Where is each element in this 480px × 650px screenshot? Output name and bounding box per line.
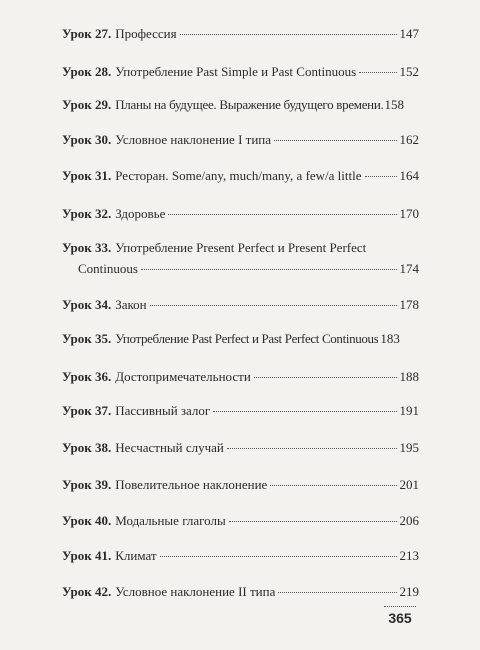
lesson-number: Урок 35. (62, 331, 112, 346)
lesson-number: Урок 30. (62, 132, 112, 147)
page-ref: 219 (399, 584, 419, 599)
toc-entry-31[interactable] (62, 168, 419, 184)
lesson-number: Урок 38. (62, 440, 112, 455)
page-ref: 147 (399, 26, 419, 41)
page-ref: 164 (399, 168, 419, 183)
toc-entry-33[interactable] (62, 240, 419, 277)
dot-leader (270, 485, 396, 486)
page-ref: 195 (399, 440, 419, 455)
lesson-title: Модальные глаголы (115, 513, 226, 528)
toc-entry-39[interactable] (62, 477, 419, 493)
page-number: 365 (388, 610, 412, 626)
page-ref: 206 (399, 513, 419, 528)
lesson-number: Урок 32. (62, 206, 112, 221)
dot-leader (141, 269, 397, 270)
toc-entry-35[interactable] (62, 331, 419, 347)
dot-leader (278, 592, 396, 593)
page-ref: 178 (399, 297, 419, 312)
page-ref: 188 (399, 369, 419, 384)
toc-entry-28[interactable] (62, 64, 419, 80)
dot-leader (254, 377, 397, 378)
page-ref: 213 (399, 548, 419, 563)
toc-entry-32[interactable] (62, 206, 419, 222)
dot-leader (227, 448, 397, 449)
lesson-number: Урок 34. (62, 297, 112, 312)
page-ref: 191 (399, 403, 419, 418)
toc-entry-27[interactable] (62, 26, 419, 42)
toc-entry-30[interactable] (62, 132, 419, 148)
lesson-number: Урок 33. (62, 240, 112, 255)
lesson-title: Здоровье (115, 206, 166, 221)
lesson-title: Условное наклонение I типа (115, 132, 272, 147)
dot-leader (160, 556, 397, 557)
lesson-number: Урок 39. (62, 477, 112, 492)
lesson-number: Урок 37. (62, 403, 112, 418)
lesson-title: Достопримечательности (115, 369, 251, 384)
dot-leader (213, 411, 396, 412)
dot-leader (180, 34, 397, 35)
lesson-title: Употребление Past Simple и Past Continuous (115, 64, 357, 79)
lesson-title: Несчастный случай (115, 440, 224, 455)
lesson-number: Урок 41. (62, 548, 112, 563)
dot-leader (229, 521, 397, 522)
lesson-number: Урок 36. (62, 369, 112, 384)
toc-entry-29[interactable] (62, 97, 419, 113)
page-ref: 152 (399, 64, 419, 79)
dot-leader (150, 305, 397, 306)
toc-entry-38[interactable] (62, 440, 419, 456)
lesson-title: Планы на будущее. Выражение будущего времени. (115, 97, 384, 112)
page-ref: 183 (380, 331, 400, 346)
lesson-title: Профессия (115, 26, 177, 41)
page-ref: 174 (399, 261, 419, 276)
dot-leader (365, 176, 397, 177)
lesson-number: Урок 27. (62, 26, 112, 41)
page-ref: 158 (384, 97, 404, 112)
toc-entry-40[interactable] (62, 513, 419, 529)
lesson-number: Урок 40. (62, 513, 112, 528)
dot-leader (274, 140, 396, 141)
page-number-box (381, 606, 419, 627)
dot-leader (168, 214, 396, 215)
page-ref: 201 (399, 477, 419, 492)
lesson-title: Условное наклонение II типа (115, 584, 276, 599)
toc-entry-34[interactable] (62, 297, 419, 313)
lesson-number: Урок 42. (62, 584, 112, 599)
lesson-title: Ресторан. Some/any, much/many, a few/a little (115, 168, 362, 183)
toc-entry-41[interactable] (62, 548, 419, 564)
toc-entry-42[interactable] (62, 584, 419, 600)
page-ref: 162 (399, 132, 419, 147)
lesson-number: Урок 29. (62, 97, 112, 112)
lesson-title: Климат (115, 548, 157, 563)
lesson-title: Повелительное наклонение (115, 477, 268, 492)
toc-entry-36[interactable] (62, 369, 419, 385)
lesson-title-continuation: Continuous (78, 261, 138, 276)
dot-leader (359, 72, 396, 73)
lesson-title: Пассивный залог (115, 403, 211, 418)
toc-entry-37[interactable] (62, 403, 419, 419)
page-ref: 170 (399, 206, 419, 221)
lesson-title: Закон (115, 297, 147, 312)
lesson-number: Урок 28. (62, 64, 112, 79)
lesson-title: Употребление Past Perfect и Past Perfect Continuous (115, 331, 379, 346)
lesson-title: Употребление Present Perfect и Present Perfect (115, 240, 367, 255)
lesson-number: Урок 31. (62, 168, 112, 183)
